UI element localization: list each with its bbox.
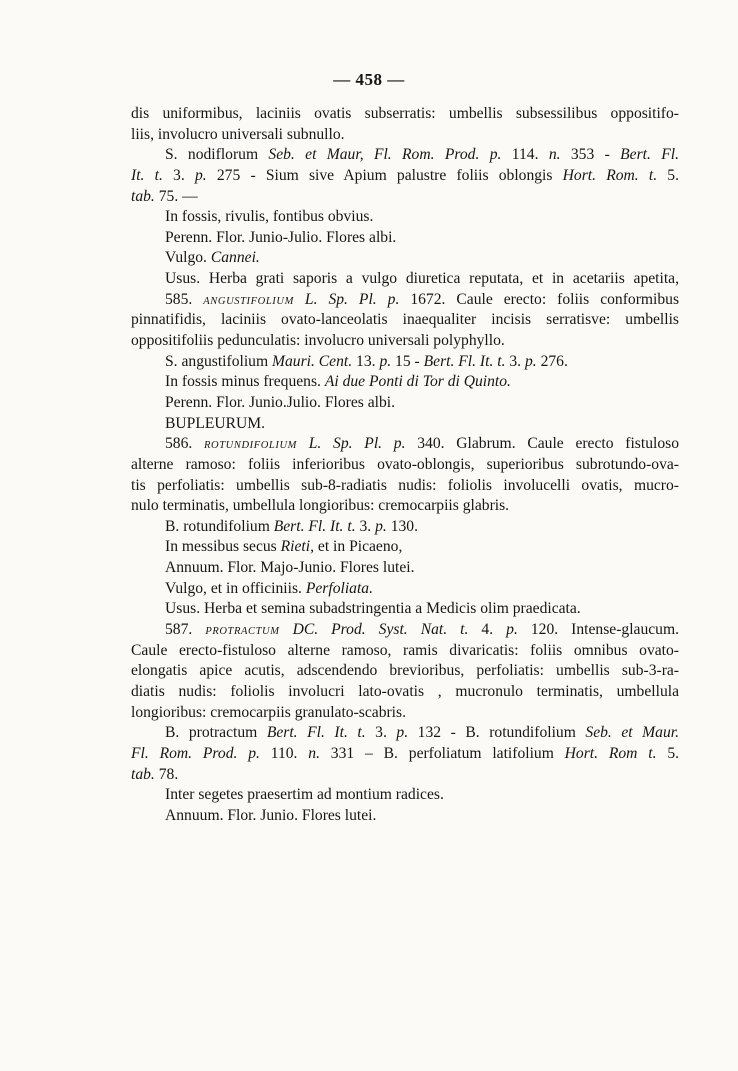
text-run: tis perfoliatis: umbellis sub-8-radiatis nudis: foliolis involucelli ovatis, mucro-	[131, 476, 679, 494]
text-line	[131, 145, 679, 166]
text-line	[131, 372, 679, 393]
text-run: Usus. Herba et semina subadstringentia a Medicis olim praedicata.	[165, 600, 581, 618]
text-line	[131, 558, 679, 579]
text-line	[131, 331, 679, 352]
italic-reference: tab.	[131, 765, 155, 783]
text-line	[131, 352, 679, 373]
text-line	[131, 579, 679, 600]
italic-reference: Bert. Fl. It. t.	[266, 724, 366, 742]
text-run: liis, involucro universali subnullo.	[131, 125, 345, 143]
italic-reference: p.	[396, 724, 409, 742]
italic-reference: L. Sp. Pl. p.	[297, 435, 406, 453]
italic-reference: p.	[524, 352, 537, 370]
text-run: 130.	[386, 517, 418, 535]
text-run: Annuum. Flor. Junio. Flores lutei.	[165, 806, 377, 824]
text-run: 3.	[365, 724, 397, 742]
text-run: alterne ramoso: foliis inferioribus ovato-oblongis, superioribus subrotundo-ova-	[131, 455, 679, 473]
text-run: In fossis, rivulis, fontibus obvius.	[165, 208, 374, 226]
italic-reference: Rieti,	[280, 538, 314, 556]
text-line	[131, 744, 679, 765]
text-line	[131, 682, 679, 703]
italic-reference: Cannei.	[210, 249, 260, 267]
text-line	[131, 166, 679, 187]
text-line	[131, 104, 679, 125]
text-run: Vulgo.	[165, 249, 211, 267]
text-run: 340. Glabrum. Caule erecto fistuloso	[405, 435, 679, 453]
italic-reference: p.	[194, 166, 207, 184]
italic-reference: Bert. Fl. It. t.	[423, 352, 506, 370]
text-line	[131, 620, 679, 641]
text-run: In messibus secus	[165, 538, 281, 556]
page-number: — 458 —	[333, 70, 405, 89]
text-line	[131, 806, 679, 827]
text-run: et in Picaeno,	[314, 538, 403, 556]
text-run: BUPLEURUM.	[165, 414, 266, 432]
text-line	[131, 207, 679, 228]
text-run: S. angustifolium	[165, 352, 272, 370]
text-run: oppositifoliis pedunculatis: involucro universali polyphyllo.	[131, 332, 505, 350]
text-run: 75. —	[154, 187, 198, 205]
italic-reference: p.	[375, 517, 387, 535]
species-name: ROTUNDIFOLIUM	[204, 440, 297, 452]
text-run: 3.	[505, 352, 525, 370]
italic-reference: Mauri. Cent.	[272, 352, 353, 370]
text-line	[131, 228, 679, 249]
text-run: B. protractum	[165, 724, 267, 742]
text-run: dis uniformibus, laciniis ovatis subserratis: umbellis subsessilibus oppositifo-	[131, 105, 679, 122]
text-run: Inter segetes praesertim ad montium radices.	[165, 786, 444, 804]
text-run: 114.	[501, 146, 549, 164]
text-run: 331 – B. perfoliatum latifolium	[319, 744, 565, 762]
text-line	[131, 187, 679, 208]
italic-reference: It. t.	[131, 166, 163, 184]
text-run: pinnatifidis, laciniis ovato-lanceolatis inaequaliter incisis serratisve: umbellis	[131, 311, 679, 329]
text-run: longioribus: cremocarpiis granulato-scabris.	[131, 703, 406, 721]
text-run: Annuum. Flor. Majo-Junio. Flores lutei.	[165, 559, 415, 577]
italic-reference: p.	[379, 352, 392, 370]
text-run: 586.	[165, 435, 205, 453]
text-run: In fossis minus frequens.	[165, 373, 325, 391]
italic-reference: Bert. Fl. It. t.	[273, 517, 356, 535]
italic-reference: Bert. Fl.	[620, 146, 680, 164]
text-run: Perenn. Flor. Junio.Julio. Flores albi.	[165, 393, 396, 411]
text-line	[131, 125, 679, 146]
text-line	[131, 785, 679, 806]
text-run: 1672. Caule erecto: foliis conformibus	[399, 290, 680, 308]
text-line	[131, 393, 679, 414]
italic-reference: DC. Prod. Syst. Nat. t.	[279, 621, 469, 639]
text-run: elongatis apice acutis, adscendendo brevioribus, perfoliatis: umbellis sub-3-ra-	[131, 662, 679, 680]
text-run: Perenn. Flor. Junio-Julio. Flores albi.	[165, 228, 397, 246]
text-run: Vulgo, et in officiniis.	[165, 579, 306, 597]
species-name: PROTRACTUM	[205, 626, 280, 638]
text-line	[131, 661, 679, 682]
text-run: 4.	[468, 621, 507, 639]
text-line	[131, 290, 679, 311]
italic-reference: L. Sp. Pl. p.	[293, 290, 400, 308]
italic-reference: Hort. Rom. t.	[562, 166, 658, 184]
text-run: 13.	[352, 352, 380, 370]
text-run: S. nodiflorum	[165, 146, 269, 164]
text-line	[131, 434, 679, 455]
text-line	[131, 641, 679, 662]
text-run: 275 - Sium sive Apium palustre foliis oblongis	[206, 166, 563, 184]
text-line	[131, 248, 679, 269]
italic-reference: Seb. et Maur.	[585, 724, 679, 742]
italic-reference: n.	[548, 146, 561, 164]
italic-reference: p.	[506, 621, 518, 639]
text-run: 587.	[165, 621, 206, 639]
italic-reference: n.	[308, 744, 320, 762]
text-run: Caule erecto-fistuloso alterne ramoso, ramis divaricatis: foliis omnibus ovato-	[131, 641, 679, 659]
text-line	[131, 703, 679, 724]
text-line	[131, 414, 679, 435]
text-line	[131, 476, 679, 497]
text-run: 3.	[355, 517, 376, 535]
italic-reference: Perfoliata.	[305, 579, 373, 597]
text-run: 5.	[657, 166, 679, 184]
text-line	[131, 599, 679, 620]
text-line	[131, 517, 679, 538]
text-run: nulo terminatis, umbellula longioribus: cremocarpiis glabris.	[131, 497, 510, 515]
text-run: 3.	[162, 166, 195, 184]
text-run: 132 - B. rotundifolium	[408, 724, 586, 742]
text-run: 120. Intense-glaucum.	[517, 621, 679, 639]
text-line	[131, 537, 679, 558]
text-run: B. rotundifolium	[165, 517, 274, 535]
species-name: ANGUSTIFOLIUM	[203, 295, 294, 307]
text-run: 276.	[536, 352, 568, 370]
italic-reference: Ai due Ponti di Tor di Quinto.	[324, 373, 511, 391]
text-run: 78.	[154, 765, 179, 783]
text-run: 585.	[165, 290, 204, 308]
text-run: 15 -	[391, 352, 424, 370]
italic-reference: Fl. Rom. Prod. p.	[131, 744, 260, 762]
text-run: 353 -	[560, 146, 621, 164]
text-line	[131, 310, 679, 331]
text-line	[131, 765, 679, 786]
text-line	[131, 269, 679, 290]
text-line	[131, 455, 679, 476]
text-line	[131, 496, 679, 517]
page-text	[131, 104, 679, 826]
italic-reference: tab.	[131, 187, 155, 205]
italic-reference: Hort. Rom t.	[564, 744, 657, 762]
text-run: 5.	[656, 744, 680, 762]
text-run: 110.	[259, 744, 309, 762]
text-run: diatis nudis: foliolis involucri lato-ovatis , mucronulo terminatis, umbellula	[131, 682, 679, 700]
text-run: Usus. Herba grati saporis a vulgo diuretica reputata, et in acetariis apetita,	[165, 270, 679, 288]
italic-reference: Seb. et Maur, Fl. Rom. Prod. p.	[268, 146, 502, 164]
text-line	[131, 723, 679, 744]
